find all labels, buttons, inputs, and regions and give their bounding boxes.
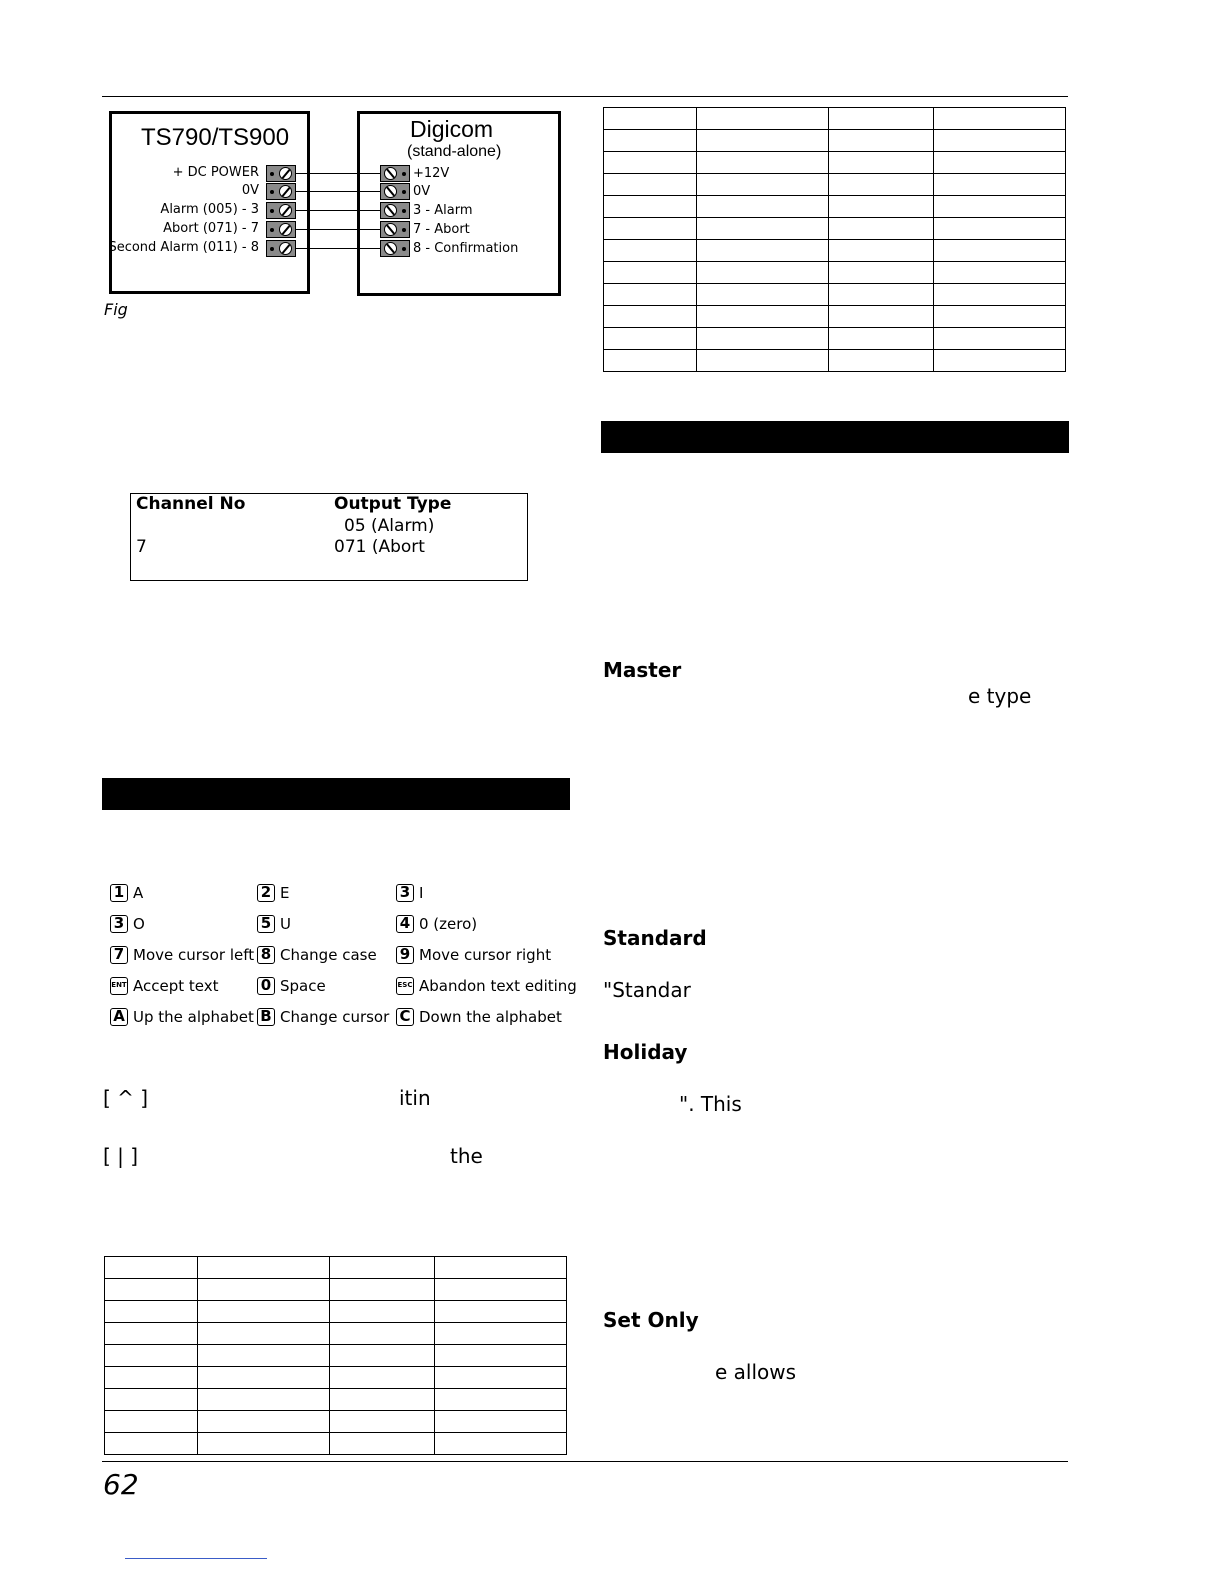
key-legend-item: 9 Move cursor right: [396, 945, 551, 964]
panel-terminal-screw: [266, 221, 296, 238]
key-legend-item: 4 0 (zero): [396, 914, 477, 933]
key-legend-item: 7 Move cursor left: [110, 945, 254, 964]
key-legend-item: 0 Space: [257, 976, 326, 995]
table-row: [105, 1323, 567, 1345]
key-2-icon: 2: [257, 884, 275, 902]
digicom-terminal-screw: [380, 202, 410, 219]
caret-cursor-symbol: [ ^ ]: [103, 1086, 149, 1110]
digicom-terminal-label: +12V: [413, 166, 450, 181]
channel-table: [130, 493, 528, 581]
panel-terminal-label: Abort (071) - 7: [163, 221, 259, 236]
caret-cursor-text: itin: [399, 1086, 431, 1110]
empty-grid-table: [104, 1256, 567, 1455]
table-row: [604, 350, 1066, 372]
set-only-heading: Set Only: [603, 1308, 699, 1332]
table-row: [604, 240, 1066, 262]
output-type-cell: 071 (Abort: [334, 537, 425, 557]
panel-terminal-label: 0V: [241, 183, 259, 198]
table-row: [604, 218, 1066, 240]
page-number: 62: [103, 1468, 139, 1501]
key-c-icon: C: [396, 1008, 414, 1026]
key-legend-item: 8 Change case: [257, 945, 377, 964]
output-type-cell: 05 (Alarm): [344, 516, 435, 536]
key-legend-item: 1 A: [110, 883, 143, 902]
digicom-terminal-screw: [380, 165, 410, 182]
table-row: [105, 1301, 567, 1323]
table-row: [105, 1345, 567, 1367]
table-row: [604, 130, 1066, 152]
key-3-icon: 3: [396, 884, 414, 902]
key-3-icon: 3: [110, 915, 128, 933]
table-row: [604, 174, 1066, 196]
section-heading-bar: [102, 778, 570, 810]
table-row: [604, 284, 1066, 306]
footer-rule: [102, 1461, 1068, 1462]
key-legend-item: 3 O: [110, 914, 145, 933]
output-type-header: Output Type: [334, 494, 452, 514]
empty-grid-table: [603, 107, 1066, 372]
key-4-icon: 4: [396, 915, 414, 933]
digicom-title: Digicom: [410, 116, 494, 142]
panel-terminal-screw: [266, 240, 296, 257]
holiday-heading: Holiday: [603, 1040, 688, 1064]
header-rule: [102, 96, 1068, 97]
digicom-terminal-label: 8 - Confirmation: [413, 241, 519, 256]
panel-terminal-label: Second Alarm (011) - 8: [108, 240, 259, 255]
panel-terminal-screw: [266, 183, 296, 200]
key-7-icon: 7: [110, 946, 128, 964]
key-legend-item: 5 U: [257, 914, 291, 933]
master-text: e type: [968, 684, 1032, 708]
key-esc-icon: ESC: [396, 977, 414, 995]
table-row: [604, 196, 1066, 218]
channel-cell: 7: [136, 537, 147, 557]
digicom-terminal-screw: [380, 183, 410, 200]
table-row: [105, 1367, 567, 1389]
master-heading: Master: [603, 658, 682, 682]
panel-terminal-screw: [266, 165, 296, 182]
table-row: [105, 1389, 567, 1411]
panel-terminal-label: + DC POWER: [172, 165, 259, 180]
key-5-icon: 5: [257, 915, 275, 933]
digicom-terminal-label: 0V: [413, 184, 431, 199]
table-row: [604, 306, 1066, 328]
digicom-terminal-screw: [380, 240, 410, 257]
key-9-icon: 9: [396, 946, 414, 964]
key-legend-item: ENT Accept text: [111, 976, 219, 995]
key-0-icon: 0: [257, 977, 275, 995]
key-8-icon: 8: [257, 946, 275, 964]
key-1-icon: 1: [110, 884, 128, 902]
bar-cursor-text: the: [450, 1144, 483, 1168]
key-legend-item: ESC Abandon text editing: [397, 976, 577, 995]
section-heading-bar: [601, 421, 1069, 453]
bar-cursor-symbol: [ | ]: [103, 1144, 139, 1168]
link-underline: [125, 1558, 267, 1559]
panel-terminal-label: Alarm (005) - 3: [160, 202, 259, 217]
set-only-text: e allows: [715, 1360, 797, 1384]
key-legend-item: C Down the alphabet: [396, 1007, 562, 1026]
digicom-subtitle: (stand-alone): [407, 143, 502, 160]
channel-header: Channel No: [136, 494, 246, 514]
panel-title: TS790/TS900: [141, 124, 290, 151]
table-row: [105, 1433, 567, 1455]
digicom-terminal-label: 7 - Abort: [413, 222, 470, 237]
key-a-icon: A: [110, 1008, 128, 1026]
figure-caption: Fig: [104, 300, 128, 319]
table-row: [604, 262, 1066, 284]
digicom-terminal-label: 3 - Alarm: [413, 203, 473, 218]
key-ent-icon: ENT: [110, 977, 128, 995]
standard-heading: Standard: [603, 926, 707, 950]
key-legend-item: A Up the alphabet: [110, 1007, 254, 1026]
table-row: [105, 1411, 567, 1433]
table-row: [105, 1257, 567, 1279]
table-row: [604, 108, 1066, 130]
panel-terminal-screw: [266, 202, 296, 219]
key-legend-item: 3 I: [396, 883, 423, 902]
key-legend-item: 2 E: [257, 883, 289, 902]
key-legend-item: B Change cursor: [257, 1007, 389, 1026]
standard-text: "Standar: [603, 978, 691, 1002]
table-row: [604, 328, 1066, 350]
digicom-terminal-screw: [380, 221, 410, 238]
holiday-text: ". This: [679, 1092, 742, 1116]
table-row: [604, 152, 1066, 174]
key-b-icon: B: [257, 1008, 275, 1026]
table-row: [105, 1279, 567, 1301]
